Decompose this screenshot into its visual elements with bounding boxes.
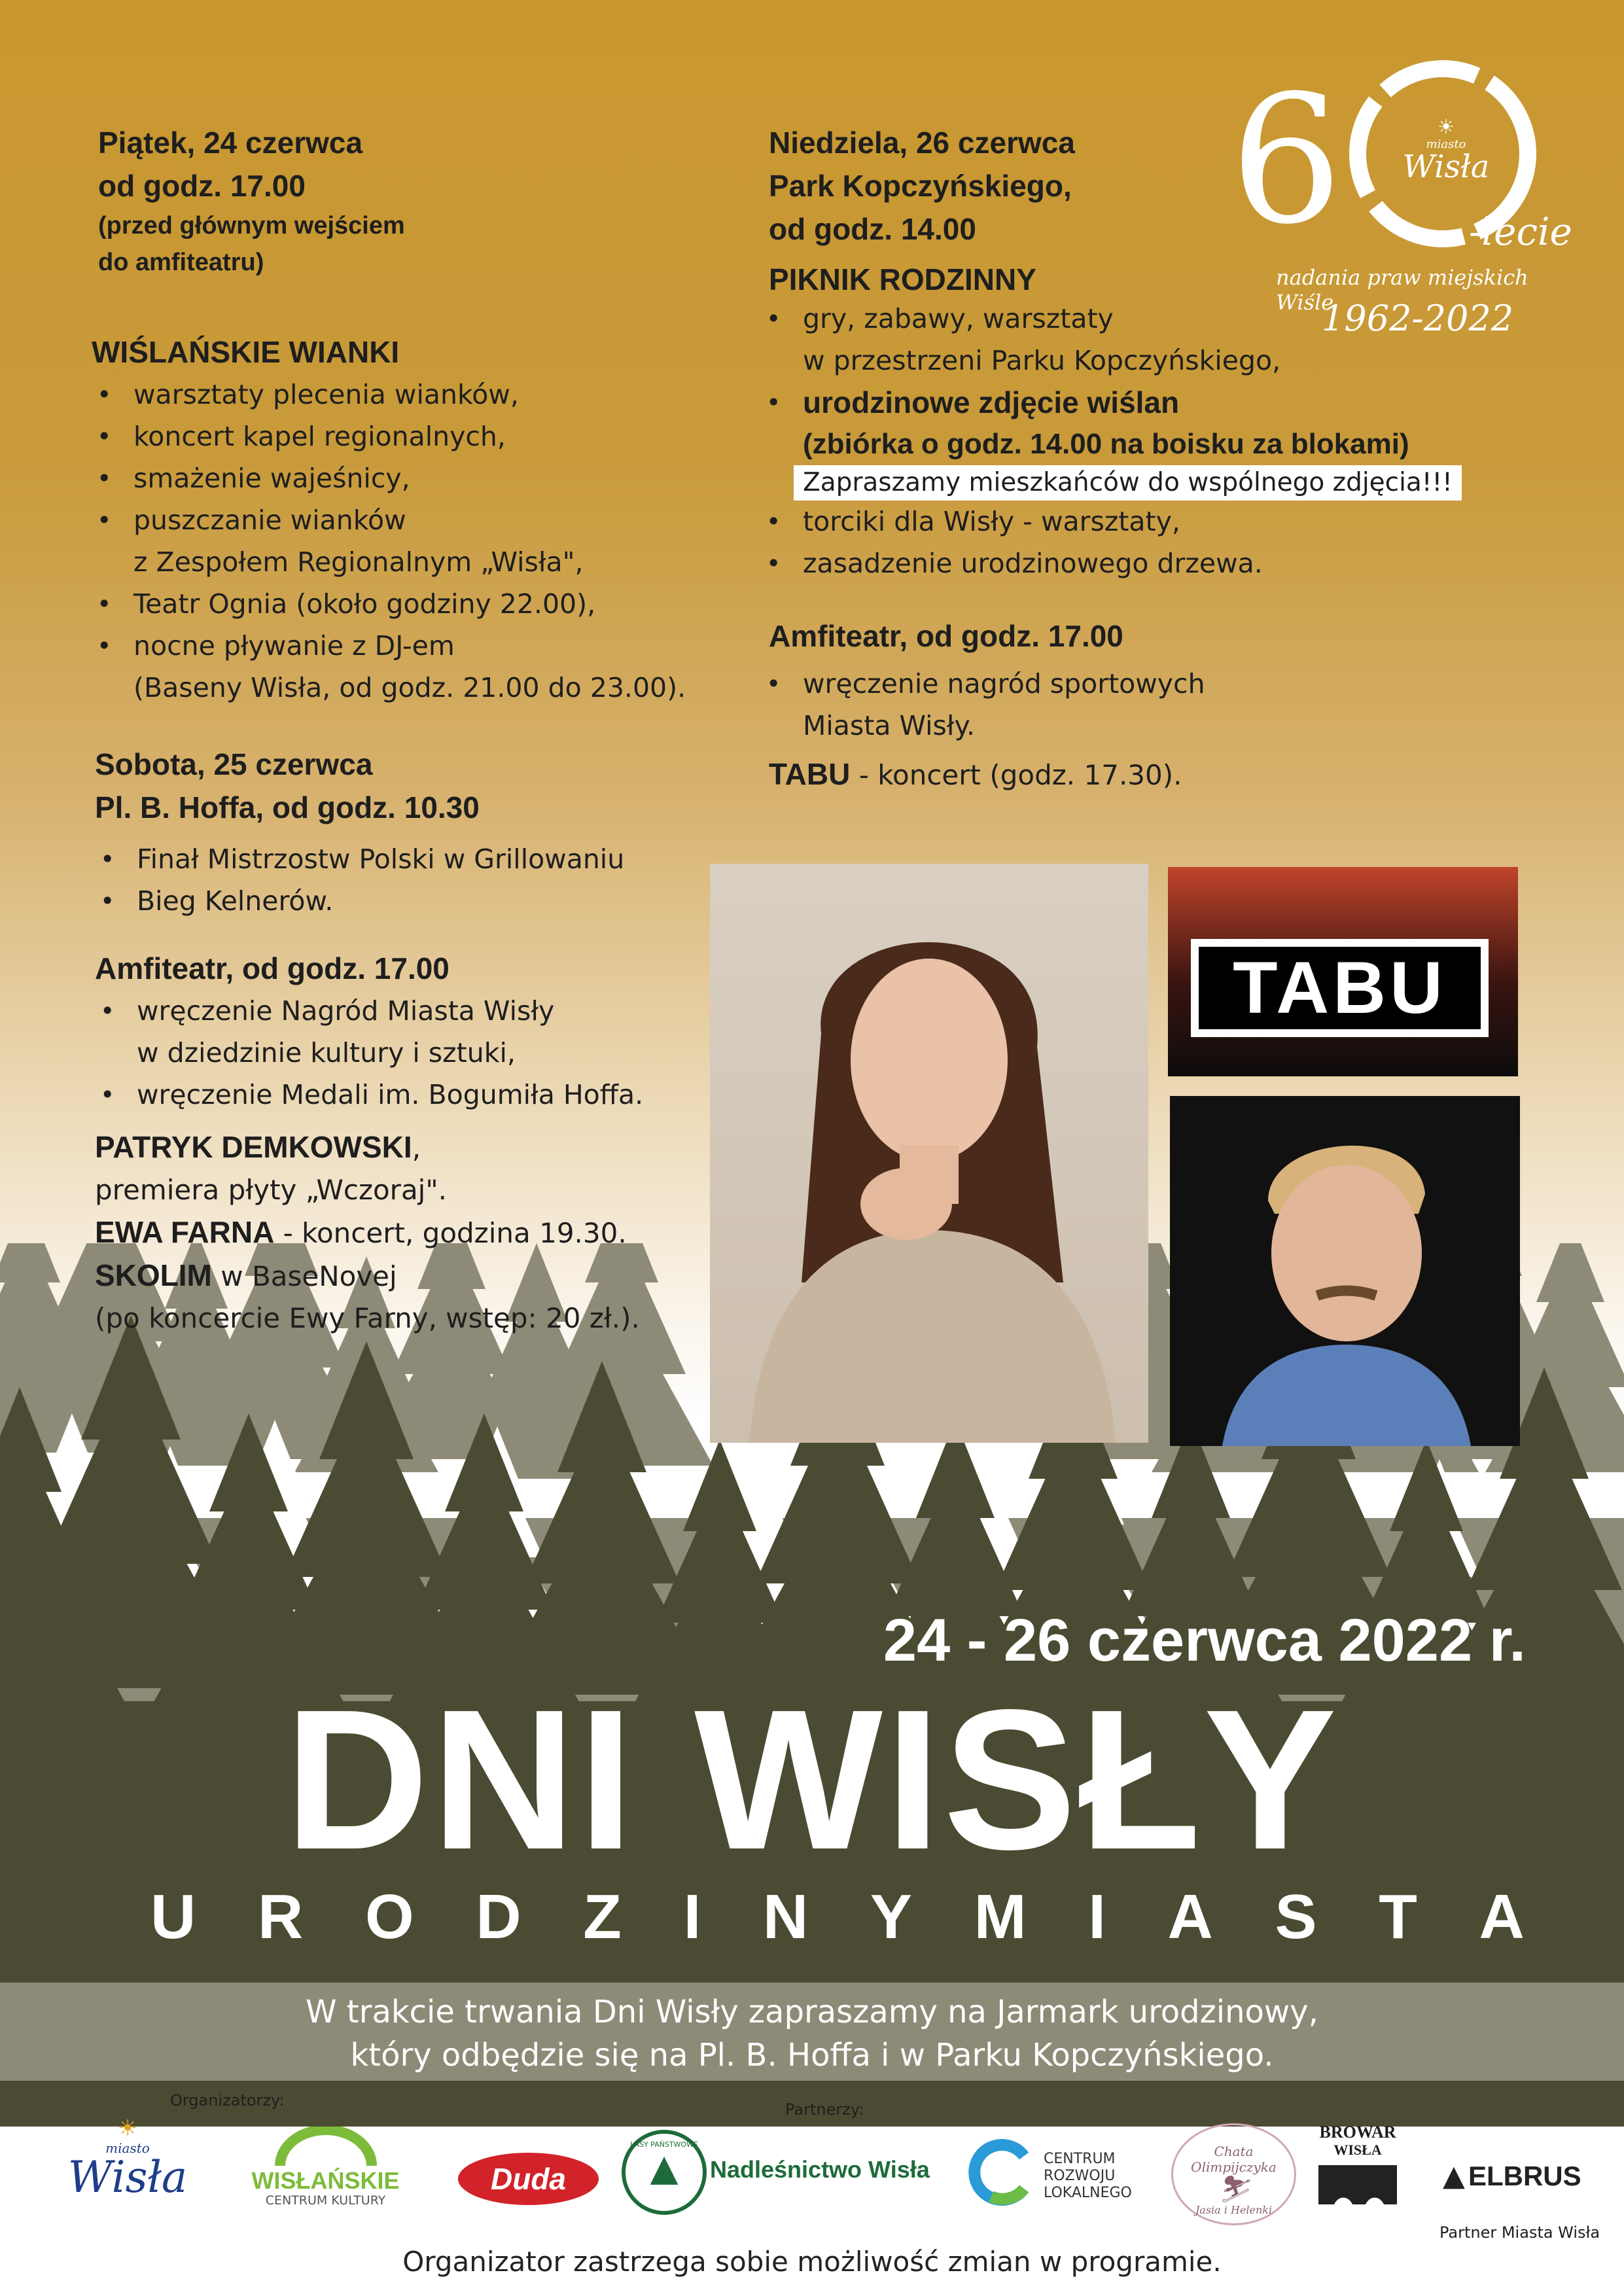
artist-name: EWA FARNA (95, 1215, 275, 1249)
saturday-header-place: Pl. B. Hoffa, od godz. 10.30 (95, 790, 480, 824)
tabu-concert: TABU - koncert (godz. 17.30). (769, 757, 1182, 791)
organizers-label: Organizatorzy: (170, 2091, 285, 2110)
disclaimer: Organizator zastrzega sobie możliwość zmian w programie. (402, 2246, 1222, 2278)
logo-crl: CENTRUM ROZWOJU LOKALNEGO (965, 2130, 1148, 2215)
artist-skolim: SKOLIM w BaseNovej (95, 1258, 397, 1292)
viaduct-icon (1318, 2159, 1397, 2204)
list-item: • zasadzenie urodzinowego drzewa. (761, 542, 1587, 584)
anniversary-lecie: -lecie (1469, 209, 1572, 254)
friday-header-time: od godz. 17.00 (98, 169, 306, 203)
logo-miasto-wisla: ☀ miasto Wisła (46, 2117, 209, 2202)
artist-name: PATRYK DEMKOWSKI (95, 1130, 412, 1164)
list-item: • wręczenie Nagród Miasta Wisły (95, 990, 749, 1032)
fair-line-2: który odbędzie się na Pl. B. Hoffa i w Parku Kopczyńskiego. (350, 2037, 1274, 2074)
sunday-invite-banner: Zapraszamy mieszkańców do wspólnego zdjęcia!!! (794, 465, 1462, 501)
logo-duda: Duda (458, 2153, 599, 2205)
skier-icon: ⛷ (1217, 2174, 1250, 2204)
ewa-farna-photo (710, 864, 1148, 1443)
logo-wck: WISŁAŃSKIE CENTRUM KULTURY (245, 2127, 406, 2212)
list-item: • Teatr Ognia (około godziny 22.00), (92, 583, 746, 625)
sun-icon: ☀ (1437, 116, 1455, 139)
event-dates: 24 - 26 czerwca 2022 r. (883, 1607, 1526, 1674)
list-item: • nocne pływanie z DJ-em (92, 625, 746, 667)
logo-elbrus: ▲ ELBRUS (1443, 2159, 1581, 2193)
tree-icon: ▲ (650, 2147, 679, 2189)
friday-header-day: Piątek, 24 czerwca (98, 126, 363, 160)
sunday-amfi-header: Amfiteatr, od godz. 17.00 (769, 619, 1123, 653)
list-item: • koncert kapel regionalnych, (92, 415, 746, 457)
artist-patryk: PATRYK DEMKOWSKI, (95, 1130, 421, 1164)
list-item: • Bieg Kelnerów. (95, 880, 749, 922)
friday-items (92, 374, 746, 709)
wck-arch-icon (274, 2127, 378, 2166)
list-item: z Zespołem Regionalnym „Wisła", (133, 546, 584, 578)
list-item: • wręczenie Medali im. Bogumiła Hoffa. (95, 1074, 749, 1116)
mountain-icon: ▲ (1443, 2159, 1465, 2193)
anniversary-subtitle: nadania praw miejskich Wiśle (1276, 265, 1528, 315)
list-item: • warsztaty plecenia wianków, (92, 374, 746, 415)
list-item: w przestrzeni Parku Kopczyńskiego, (803, 345, 1281, 376)
saturday-section (95, 743, 749, 1339)
sunday-event-title: PIKNIK RODZINNY (769, 262, 1036, 296)
artist-name: SKOLIM (95, 1258, 212, 1292)
list-item: w dziedzinie kultury i sztuki, (137, 1037, 516, 1069)
logo-chata-olimpijczyka: Chata Olimpijczyka ⛷ Jasia i Helenki (1171, 2123, 1296, 2225)
list-item: • Finał Mistrzostw Polski w Grillowaniu (95, 838, 749, 880)
partner-city-label: Partner Miasta Wisła (1439, 2223, 1600, 2242)
list-item: Miasta Wisły. (803, 710, 975, 741)
logo-browar-wisla: BROWAR WISŁA (1302, 2123, 1413, 2215)
main-title: DNI WISŁY (285, 1668, 1339, 1891)
friday-event-title: WIŚLAŃSKIE WIANKI (92, 335, 400, 369)
artist-ewa: EWA FARNA - koncert, godzina 19.30. (95, 1215, 627, 1249)
saturday-items (95, 838, 749, 922)
logo-nadlesnictwo: Nadleśnictwo Wisła (710, 2156, 930, 2183)
list-item: • puszczanie wianków (92, 499, 746, 541)
fair-line-1: W trakcie trwania Dni Wisły zapraszamy na Jarmark urodzinowy, (306, 1994, 1318, 2030)
sunday-header-place: Park Kopczyńskiego, (769, 169, 1072, 203)
list-item: • torciki dla Wisły - warsztaty, (761, 501, 1587, 542)
portrait-illustration (710, 864, 1148, 1443)
friday-event (92, 330, 746, 709)
logo-lasy-panstwowe: LASY PAŃSTWOWE ▲ (622, 2130, 707, 2215)
list-item: • smażenie wajeśnicy, (92, 457, 746, 499)
list-item: • wręczenie nagród sportowych (761, 663, 1587, 705)
tabu-logo-frame (1191, 939, 1489, 1037)
sunday-header-time: od godz. 14.00 (769, 212, 976, 246)
tabu-photo (1168, 867, 1518, 1076)
artist-skolim-note: (po koncercie Ewy Farny, wstęp: 20 zł.). (95, 1302, 640, 1334)
crl-ring-icon (965, 2136, 1037, 2208)
list-item: • urodzinowe zdjęcie wiślan (761, 381, 1587, 423)
subtitle-urodziny-miasta: U R O D Z I N Y M I A S T A (150, 1882, 1525, 1952)
skolim-photo (1170, 1096, 1520, 1446)
friday-note-1: (przed głównym wejściem (98, 212, 405, 239)
sunday-section (769, 121, 1587, 796)
list-item: (Baseny Wisła, od godz. 21.00 do 23.00). (133, 672, 686, 703)
artist-patryk-note: premiera płyty „Wczoraj". (95, 1174, 448, 1206)
anniversary-years: 1962-2022 (1322, 298, 1514, 339)
anniversary-six: 6 (1230, 57, 1343, 263)
friday-section (98, 121, 720, 281)
list-item: (zbiórka o godz. 14.00 na boisku za blokami) (803, 428, 1409, 460)
sunday-items-2 (761, 501, 1587, 584)
saturday-amfi-items (95, 990, 749, 1116)
anniversary-mini-logo: ☀ miasto Wisła (1390, 118, 1502, 183)
sunday-items (761, 298, 1587, 465)
saturday-amfi-header: Amfiteatr, od godz. 17.00 (95, 951, 450, 985)
portrait-illustration (1170, 1096, 1520, 1446)
fair-band (0, 1983, 1624, 2081)
list-item: • gry, zabawy, warsztaty (761, 298, 1587, 340)
tabu-logo-text: TABU (1233, 947, 1447, 1029)
sun-icon: ☀ (117, 2115, 138, 2142)
sunday-header-day: Niedziela, 26 czerwca (769, 126, 1075, 160)
saturday-header-day: Sobota, 25 czerwca (95, 747, 373, 781)
sunday-amfi-items (761, 663, 1587, 747)
friday-note-2: do amfiteatru) (98, 249, 264, 276)
partners-label: Partnerzy: (785, 2100, 864, 2119)
